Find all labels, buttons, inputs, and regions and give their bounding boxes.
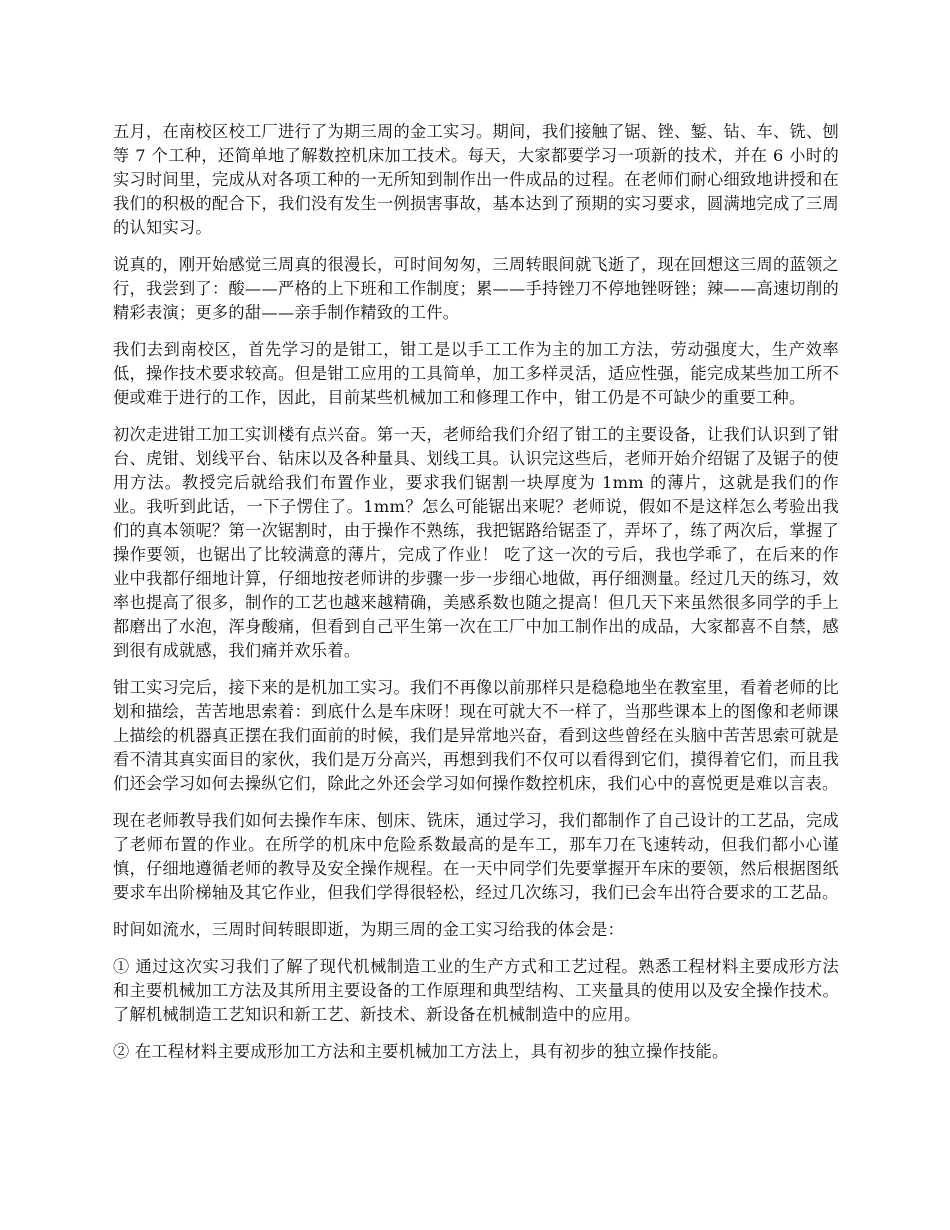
paragraph-point-2: ② 在工程材料主要成形加工方法和主要机械加工方法上，具有初步的独立操作技能。 [113, 1042, 729, 1061]
paragraph-point-1: ① 通过这次实习我们了解了现代机械制造工业的生产方式和工艺过程。熟悉工程材料主要成形方法和主要机械加工方法及其所用主要设备的工作原理和典型结构、工夹量具的使用以及安全操作技术。了解机械制造工艺知识和新工艺、新技术、新设备在机械制造中的应用。 [113, 957, 839, 1024]
paragraph-feelings: 说真的，刚开始感觉三周真的很漫长，可时间匆匆，三周转眼间就飞逝了，现在回想这三周的蓝领之行，我尝到了：酸——严格的上下班和工作制度；累——手持锉刀不停地锉呀锉；辣——高速切削的精彩表演；更多的甜——亲手制作精致的工件。 [113, 255, 839, 322]
paragraph-fitter-training: 初次走进钳工加工实训楼有点兴奋。第一天，老师给我们介绍了钳工的主要设备，让我们认识到了钳台、虎钳、划线平台、钻床以及各种量具、划线工具。认识完这些后，老师开始介绍锯了及锯子的使用方法。教授完后就给我们布置作业，要求我们锯割一块厚度为 1mm 的薄片，这就是我们的作业。我听到此话，一下子愣住了。1mm？怎么可能锯出来呢？老师说，假如不是这样怎么考验出我们的真本领呢？第一次锯割时，由于操作不熟练，我把锯路给锯歪了，弄坏了，练了两次后，掌握了操作要领，也锯出了比较满意的薄片，完成了作业！ 吃了这一次的亏后，我也学乖了，在后来的作业中我都仔细地计算，仔细地按老师讲的步骤一步一步细心地做，再仔细测量。经过几天的练习，效率也提高了很多，制作的工艺也越来越精确，美感系数也随之提高！但几天下来虽然很多同学的手上都磨出了水泡，浑身酸痛，但看到自己平生第一次在工厂中加工制作出的成品，大家都喜不自禁，感到很有成就感，我们痛并欢乐着。 [113, 425, 839, 660]
paragraph-lathe: 现在老师教导我们如何去操作车床、刨床、铣床，通过学习，我们都制作了自己设计的工艺品，完成了老师布置的作业。在所学的机床中危险系数最高的是车工，那车刀在飞速转动，但我们都小心谨慎，仔细地遵循老师的教导及安全操作规程。在一天中同学们先要掌握开车床的要领，然后根据图纸要求车出阶梯轴及其它作业，但我们学得很轻松，经过几次练习，我们已会车出符合要求的工艺品。 [113, 811, 839, 902]
paragraph-fitter-intro: 我们去到南校区，首先学习的是钳工，钳工是以手工工作为主的加工方法，劳动强度大，生产效率低，操作技术要求较高。但是钳工应用的工具简单，加工多样灵活，适应性强，能完成某些加工所不便或难于进行的工作，因此，目前某些机械加工和修理工作中，钳工仍是不可缺少的重要工种。 [113, 340, 839, 407]
paragraph-summary-lead: 时间如流水，三周时间转眼即逝，为期三周的金工实习给我的体会是： [113, 920, 625, 939]
paragraph-intro: 五月，在南校区校工厂进行了为期三周的金工实习。期间，我们接触了锯、锉、錾、钻、车、铣、刨等 7 个工种，还简单地了解数控机床加工技术。每天，大家都要学习一项新的技术，并在 6 小时的实习时间里，完成从对各项工种的一无所知到制作出一件成品的过程。在老师们耐心细致地讲授和在我们的积极的配合下，我们没有发生一例损害事故，基本达到了预期的实习要求，圆满地完成了三周的认知实习。 [113, 122, 839, 237]
paragraph-machining: 钳工实习完后，接下来的是机加工实习。我们不再像以前那样只是稳稳地坐在教室里，看着老师的比划和描绘，苦苦地思索着：到底什么是车床呀！现在可就大不一样了，当那些课本上的图像和老师课上描绘的机器真正摆在我们面前的时候，我们是异常地兴奋，看到这些曾经在头脑中苦苦思索可就是看不清其真实面目的家伙，我们是万分高兴，再想到我们不仅可以看得到它们，摸得着它们，而且我们还会学习如何去操纵它们，除此之外还会学习如何操作数控机床，我们心中的喜悦更是难以言表。 [113, 678, 839, 793]
document-body [113, 120, 839, 1077]
